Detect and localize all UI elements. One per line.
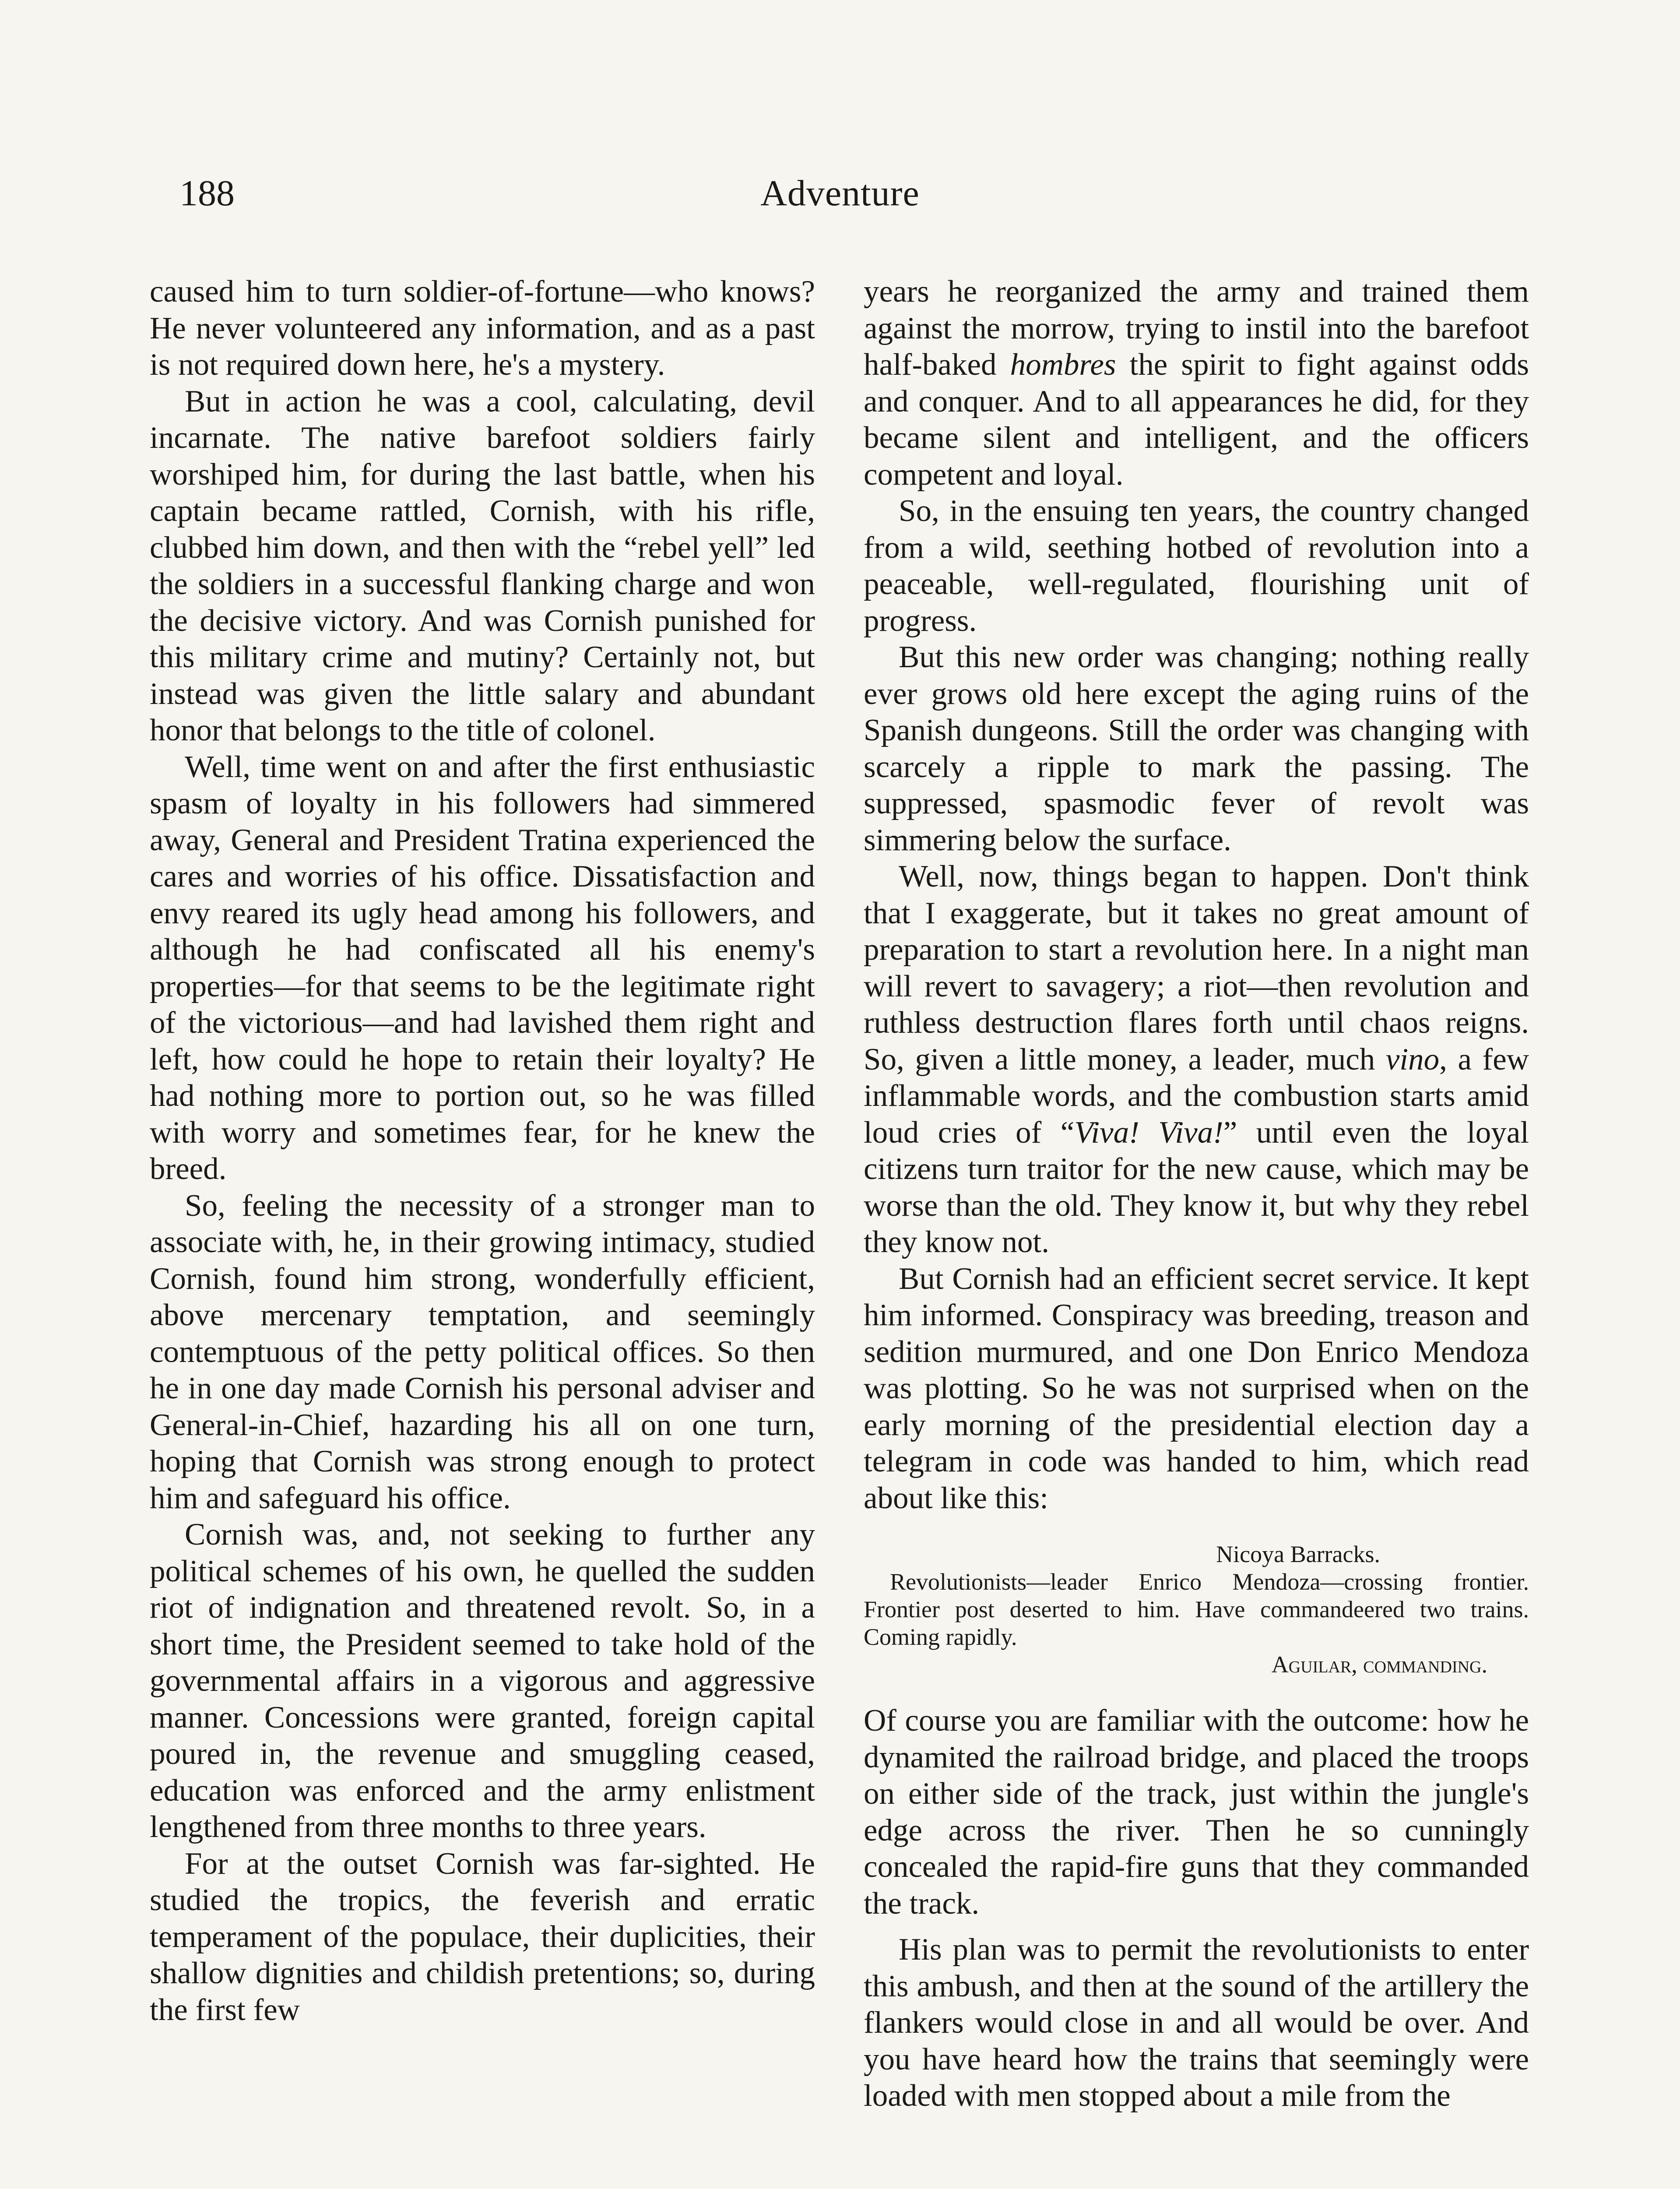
paragraph: Of course you are familiar with the outcome: how he dynamited the railroad bridge, and placed the troops on either side of the track, just within the jungle's edge across the river. Then he so cunningly concealed the rapid-fire guns that they commanded the track. — [864, 1703, 1529, 1921]
paragraph: caused him to turn soldier-of-fortune—who knows? He never volunteered any information, and as a past is not required down here, he's a mystery. — [150, 275, 815, 382]
italic-word: vino — [1385, 1042, 1440, 1077]
paragraph: But in action he was a cool, calculating, devil incarnate. The native barefoot soldiers fairly worshiped him, for during the last battle, when his captain became rattled, Cornish, with his rifle, clubbed him down, and then with the “rebel yell” led the soldiers in a successful flanking charge and won the decisive victory. And was Cornish punished for this military crime and mutiny? Certainly not, but instead was given the little salary and abundant honor that belongs to the title of colonel. — [150, 384, 815, 747]
right-column — [864, 274, 1529, 2115]
text-span: , a few inflammable words, and the combustion starts amid loud cries of “ — [864, 1042, 1529, 1150]
paragraph — [864, 859, 1529, 1261]
paragraph: But this new order was changing; nothing really ever grows old here except the aging ruins of the Spanish dungeons. Still the order was changing with scarcely a ripple to mark the passing. The suppressed, spasmodic fever of revolt was simmering below the surface. — [864, 640, 1529, 857]
paragraph: Well, time went on and after the first enthusiastic spasm of loyalty in his followers had simmered away, General and President Tratina experienced the cares and worries of his office. Dissatisfaction and envy reared its ugly head among his followers, and although he had confiscated all his enemy's properties—for that seems to be the legitimate right of the victorious—and had lavished them right and left, how could he hope to retain their loyalty? He had nothing more to portion out, so he was filled with worry and sometimes fear, for he knew the breed. — [150, 750, 815, 1186]
telegram-block — [864, 1541, 1529, 1679]
paragraph: So, in the ensuing ten years, the country changed from a wild, seething hotbed of revolution into a peaceable, well-regulated, flourishing unit of progress. — [864, 494, 1529, 638]
text-span: ” until even the loyal citizens turn traitor for the new cause, which may be worse than the old. They know it, but why they rebel they know not. — [864, 1115, 1529, 1259]
paragraph: His plan was to permit the revolutionists to enter this ambush, and then at the sound of the artillery the flankers would close in and all would be over. And you have heard how the trains that seemingly were loaded with men stopped about a mile from the — [864, 1932, 1529, 2113]
telegram-signature: Aguilar, commanding. — [1271, 1651, 1487, 1678]
telegram-place: Nicoya Barracks. — [1216, 1541, 1380, 1567]
italic-phrase: Viva! Viva! — [1074, 1115, 1223, 1150]
paragraph: But Cornish had an efficient secret service. It kept him informed. Conspiracy was breeding, treason and sedition murmured, and one Don Enrico Mendoza was plotting. So he was not surprised when on the early morning of the presidential election day a telegram in code was handed to him, which read about like this: — [864, 1261, 1529, 1515]
paragraph: So, feeling the necessity of a stronger man to associate with, he, in their growing intimacy, studied Cornish, found him strong, wonderfully efficient, above mercenary temptation, and seemingly contemptuous of the petty political offices. So then he in one day made Cornish his personal adviser and General-in-Chief, hazarding his all on one turn, hoping that Cornish was strong enough to protect him and safeguard his office. — [150, 1188, 815, 1515]
paragraph: Cornish was, and, not seeking to further any political schemes of his own, he quelled the sudden riot of indignation and threatened revolt. So, in a short time, the President seemed to take hold of the governmental affairs in a vigorous and aggressive manner. Concessions were granted, foreign capital poured in, the revenue and smuggling ceased, education was enforced and the army enlistment lengthened from three months to three years. — [150, 1517, 815, 1844]
paragraph: For at the outset Cornish was far-sighted. He studied the tropics, the feverish and erratic temperament of the populace, their duplicities, their shallow dignities and childish pretentions; so, during the first few — [150, 1846, 815, 2027]
page-number: 188 — [179, 173, 235, 214]
paragraph — [864, 274, 1529, 493]
running-head: Adventure — [760, 173, 920, 214]
text-span: Well, now, things began to happen. Don't think that I exaggerate, but it takes no great amount of preparation to start a revolution here. In a night man will revert to savagery; a riot—then revolution and ruthless destruction flares forth until chaos reigns. So, given a little money, a leader, much — [864, 859, 1529, 1077]
text-span: the spirit to fight against odds and conquer. And to all appearances he did, for they became silent and intelligent, and the officers competent and loyal. — [864, 348, 1529, 492]
text-span: years he reorganized the army and trained them against the morrow, trying to instil into the barefoot half-baked — [864, 275, 1529, 382]
telegram-body: Revolutionists—leader Enrico Mendoza—crossing frontier. Frontier post deserted to him. Have commandeered two trains. Coming rapidly. — [864, 1569, 1529, 1650]
left-column — [150, 274, 815, 2028]
italic-word: hombres — [1010, 348, 1116, 382]
